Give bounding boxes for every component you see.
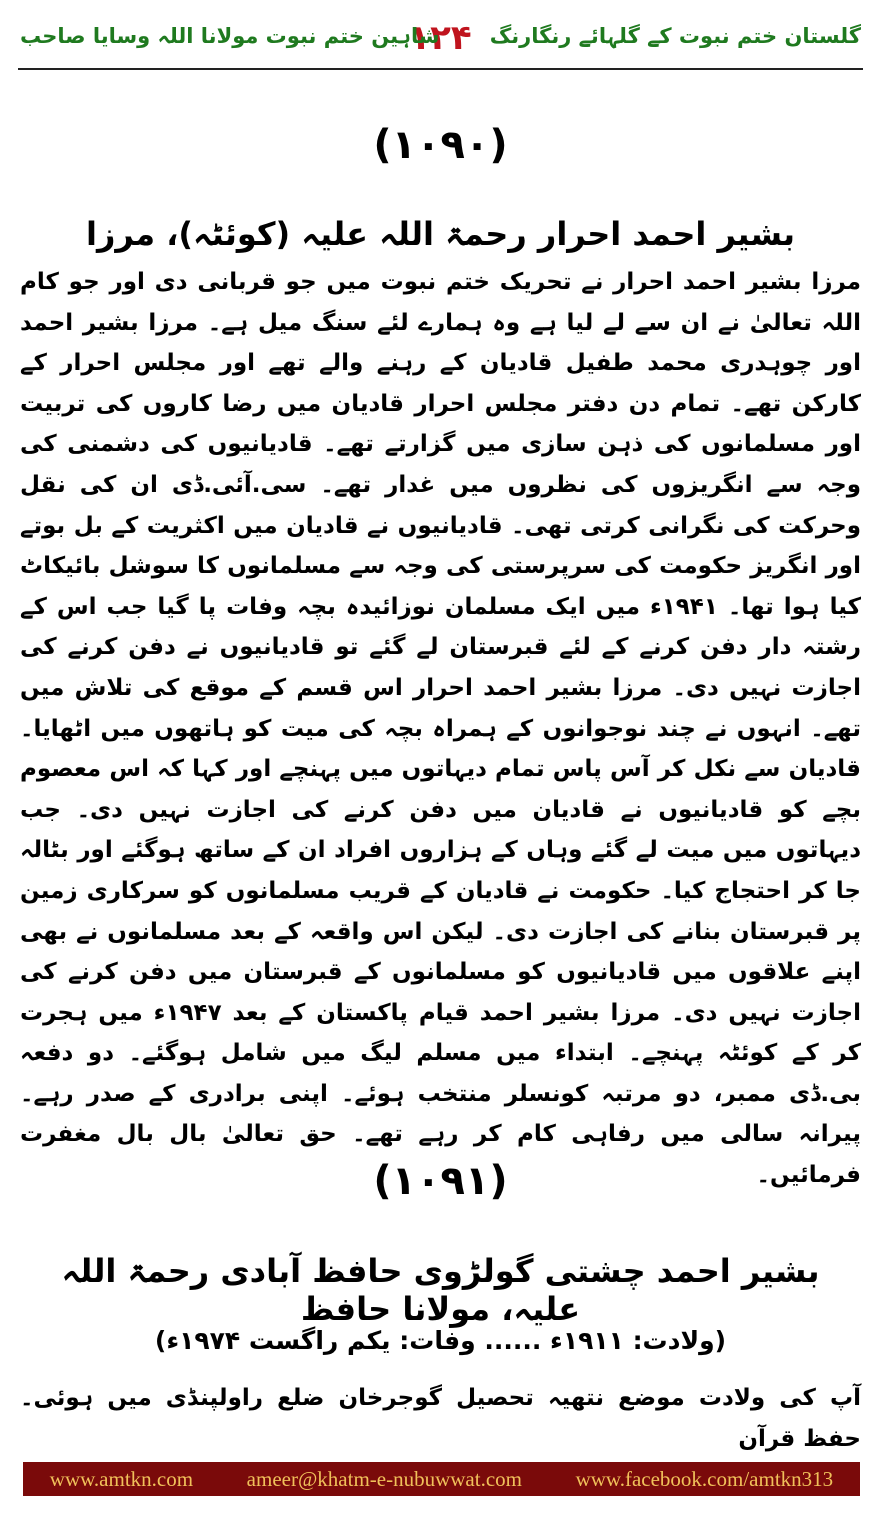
page-number: ۱۲۴ xyxy=(409,18,472,58)
entry-number-1090: (۱۰۹۰) xyxy=(373,122,508,168)
facebook-link[interactable]: www.facebook.com/amtkn313 xyxy=(575,1466,834,1491)
entry-body-1090: مرزا بشیر احمد احرار نے تحریک ختم نبوت میں جو قربانی دی اور جو کام اللہ تعالیٰ نے ان سے لے لیا ہے وہ ہمارے لئے سنگ میل ہے۔ مرزا بشیر احمد اور چوہدری محمد طفیل قادیان کے رہنے والے تھے اور مجلس احرار کے کارکن تھے۔ تمام دن دفتر مجلس احرار قادیان میں رضا کاروں کی تربیت اور مسلمانوں کی ذہن سازی میں گزارتے تھے۔ قادیانیوں کی دشمنی کی وجہ سے انگریزوں کی نظروں میں غدار تھے۔ سی.آئی.ڈی ان کی نقل وحرکت کی نگرانی کرتی تھی۔ قادیانیوں نے قادیان میں اکثریت کے بل بوتے اور انگریز حکومت کی سرپرستی کی وجہ سے مسلمانوں کا سوشل بائیکاٹ کیا ہوا تھا۔ ۱۹۴۱ء میں ایک مسلمان نوزائیدہ بچہ وفات پا گیا جب اس کے رشتہ دار دفن کرنے کے لئے قبرستان لے گئے تو قادیانیوں نے دفن کرنے کی اجازت نہیں دی۔ مرزا بشیر احمد احرار اس قسم کے موقع کی تلاش میں تھے۔ انہوں نے چند نوجوانوں کے ہمراہ بچہ کی میت کو ہاتھوں میں اٹھایا۔ قادیان سے نکل کر آس پاس تمام دیہاتوں میں پہنچے اور کہا کہ اس معصوم بچے کو قادیانیوں نے قادیان میں دفن کرنے کی اجازت نہیں دی۔ جب دیہاتوں میں میت لے گئے وہاں کے ہزاروں افراد ان کے ساتھ ہوگئے اور بٹالہ جا کر احتجاج کیا۔ حکومت نے قادیان کے قریب مسلمانوں کو سرکاری زمین پر قبرستان بنانے کی اجازت دی۔ لیکن اس واقعہ کے بعد مسلمانوں نے بھی اپنے علاقوں میں قادیانیوں کو مسلمانوں کے قبرستان میں دفن کرنے کی اجازت نہیں دی۔ مرزا بشیر احمد قیام پاکستان کے بعد ۱۹۴۷ء میں ہجرت کر کے کوئٹہ پہنچے۔ ابتداء میں مسلم لیگ میں شامل ہوگئے۔ دو دفعہ بی.ڈی ممبر، دو مرتبہ کونسلر منتخب ہوئے۔ اپنی برادری کے صدر رہے۔ پیرانہ سالی میں رفاہی کام کر رہے تھے۔ حق تعالیٰ بال بال مغفرت فرمائیں۔ xyxy=(20,269,862,1189)
entry-dates-1091: (ولادت: ۱۹۱۱ء ...... وفات: یکم راگست ۱۹۷۴ء) xyxy=(154,1326,727,1355)
entry-number-1091: (۱۰۹۱) xyxy=(373,1158,508,1204)
entry-title-1090: بشیر احمد احرار رحمۃ اللہ علیہ (کوئٹہ)، مرزا xyxy=(85,215,796,253)
entry-body-1091: آپ کی ولادت موضع نتھیہ تحصیل گوجرخان ضلع راولپنڈی میں ہوئی۔ حفظ قرآن xyxy=(20,1385,861,1452)
author-name: شاہین ختم نبوت مولانا اللہ وسایا صاحب xyxy=(20,24,440,48)
entry-title-1091: بشیر احمد چشتی گولڑوی حافظ آبادی رحمۃ اللہ علیہ، مولانا حافظ xyxy=(61,1252,820,1328)
email-link[interactable]: ameer@khatm-e-nubuwwat.com xyxy=(246,1466,522,1491)
footer-bar xyxy=(23,1462,860,1496)
book-title: گلستان ختم نبوت کے گلہائے رنگارنگ xyxy=(489,24,861,48)
website-link[interactable]: www.amtkn.com xyxy=(49,1466,194,1491)
header-divider xyxy=(18,68,863,70)
page-header xyxy=(0,0,881,72)
